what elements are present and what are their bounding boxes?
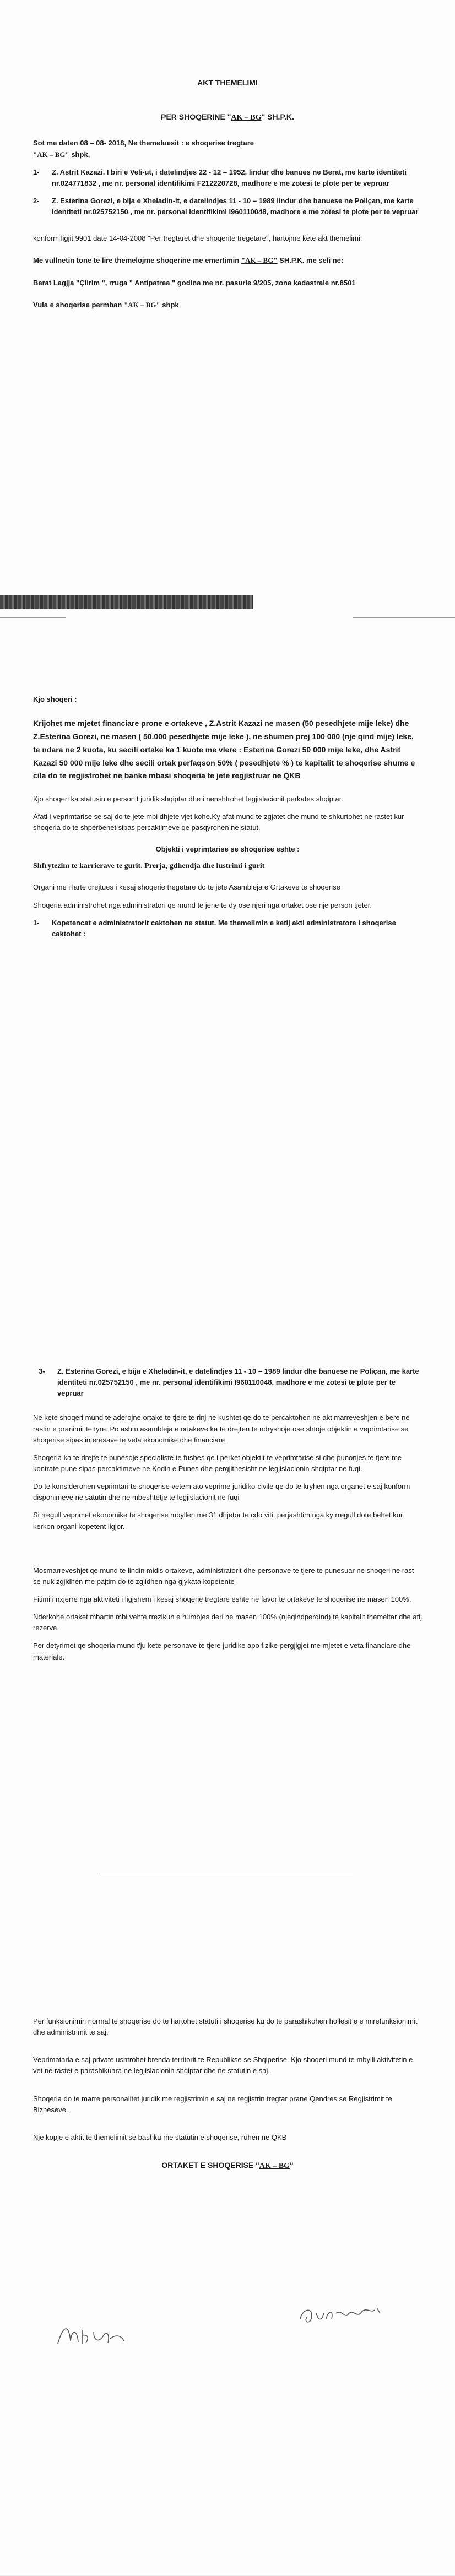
item-1 <box>33 918 422 940</box>
seal-suffix: shpk <box>160 300 179 309</box>
capital-paragraph: Krijohet me mjetet financiare prone e ortakeve , Z.Astrit Kazazi ne masen (50 pesedhjete mije leke) dhe Z.Esterina Gorezi, ne masen ( 50.000 pesedhjete mije leke ), ne shumen prej 100 000 (nje qind mije) leke, te ndara ne 2 kuota, ku secili ortake ka 1 kuote me vlere : Esterina Gorezi 50 000 mije leke, dhe Astrit Kazazi 50 000 mije leke dhe secili ortak perfaqson 50% ( pesedhjete % ) te kapitalit te shoqerise shume e cila do te regjistrohet ne banke mbasi shoqeria te jete regjistruar ne QKB <box>33 719 415 780</box>
intro-company: "AK – BG" <box>33 150 69 159</box>
founder-1-number: 1- <box>33 167 40 176</box>
document-title: AKT THEMELIMI <box>197 78 258 87</box>
item-3-text: Z. Esterina Gorezi, e bija e Xheladin-it, e datelindjes 11 - 10 – 1989 lindur dhe banuese ne Poliçan, me karte identiteti nr.025752150 , me nr. personal identifikimi I960110048, madhore e me zotesi te plote per te vepruar <box>57 1367 419 1398</box>
will-paragraph <box>33 255 422 266</box>
page-1-content <box>33 77 422 317</box>
objects-title: Objekti i veprimtarise se shoqerise eshte : <box>155 844 300 853</box>
objects-text: Shfrytezim te karrierave te gurit. Prerja, gdhendja dhe lustrimi i gurit <box>33 861 265 870</box>
item-3-number: 3- <box>39 1367 45 1375</box>
item-1-number: 1- <box>33 918 40 927</box>
law-paragraph: konform ligjit 9901 date 14-04-2008 "Per tregtaret dhe shoqerite tregetare", hartojme kete akt themelimi: <box>33 234 362 243</box>
seal-company: "AK – BG" <box>123 300 160 309</box>
admin-paragraph: Shoqeria administrohet nga administratori qe mund te jene te dy ose njeri nga ortaket ose nje person tjeter. <box>33 901 372 909</box>
document-subtitle <box>33 111 422 124</box>
paragraph-2: Shoqeria ka te drejte te punesoje specialiste te fushes qe i perket objektit te veprimtarise si dhe punonjes te tjere me kontrate pune sipas percaktimeve ne Kodin e Punes dhe pergjithesisht ne legjislacionin shqiptar ne fuqi. <box>33 1453 402 1473</box>
document-page-1 <box>0 0 455 645</box>
item-1-text: Kopetencat e administratorit caktohen ne statut. Me themelimin e ketij akti administratore i shoqerise caktohet : <box>52 918 396 938</box>
paragraph-3: Shoqeria do te marre personalitet juridik me regjistrimin e saj ne regjistrin tregtar prane Qendres se Regjistrimit te Bizneseve. <box>33 2094 392 2114</box>
paragraph-1: Per funksionimin normal te shoqerise do te hartohet statuti i shoqerise ku do te parashikohen hollesit e e mirefunksionimit dhe administrimit te saj. <box>33 2017 418 2037</box>
address-paragraph: Berat Lagjja "Çlirim ", rruga " Antipatrea " godina me nr. pasurie 9/205, zona kadastrale nr.8501 <box>33 278 356 287</box>
document-page-3 <box>0 1289 455 1934</box>
subtitle-suffix: " SH.P.K. <box>261 112 294 121</box>
will-text: Me vullnetin tone te lire themelojme shoqerine me emertimin <box>33 256 241 265</box>
term-paragraph: Afati i veprimtarise se saj do te jete mbi dhjete vjet kohe.Ky afat mund te zgjatet dhe mund te shkurtohet ne rastet kur shoqeria do te shperbehet sipas percaktimeve qe pasqyrohen ne statut. <box>33 812 404 832</box>
page-2-content <box>33 694 422 946</box>
signature-1-graphic <box>55 2319 127 2352</box>
scan-artifact <box>0 595 253 609</box>
scan-artifact <box>0 617 66 618</box>
founder-1-text: Z. Astrit Kazazi, I biri e Veli-ut, i datelindjes 22 - 12 – 1952, lindur dhe banues ne Berat, me karte identiteti nr.024771832 , me nr. personal identifikimi F212220728, madhore e me zotesi te plote per te vepruar <box>52 167 407 187</box>
intro-text: Sot me daten 08 – 08- 2018, Ne themeluesit : e shoqerise tregtare <box>33 139 254 148</box>
sign-prefix: ORTAKET E SHOQERISE " <box>161 2160 259 2170</box>
founder-2-number: 2- <box>33 196 40 205</box>
seal-paragraph <box>33 300 422 311</box>
will-company: "AK – BG" <box>241 256 278 265</box>
item-3 <box>33 1366 422 1399</box>
signatories-heading <box>33 2160 422 2172</box>
scan-artifact <box>353 617 455 618</box>
paragraph-3: Do te konsiderohen veprimtari te shoqerise vetem ato veprime juridiko-civile qe do te kryhen nga organet e saj konform disponimeve ne satutin dhe ne mbeshtetje te legjislacionit ne fuqi <box>33 1482 410 1502</box>
section-heading: Kjo shoqeri : <box>33 695 77 703</box>
signature-2-graphic <box>297 2297 386 2330</box>
will-suffix: SH.P.K. me seli ne: <box>277 256 344 265</box>
document-page-4 <box>0 1933 455 2576</box>
signature-astrit-kazazi <box>55 2319 127 2352</box>
paragraph-5: Mosmarreveshjet qe mund te lindin midis ortakeve, administratorit dhe personave te tjere te punesuar ne shoqeri ne rast se nuk zgjidhen me pajtim do te zgjidhen nga gjykata kopetente <box>33 1566 414 1586</box>
founder-1 <box>33 167 422 189</box>
page-3-content <box>33 1366 422 1669</box>
paragraph-4: Si rregull veprimet ekonomike te shoqerise mbyllen me 31 dhjetor te cdo viti, perjashtim nga ky rregull dote behet kur kerkon organi kopetent ligjor. <box>33 1511 403 1531</box>
organs-paragraph: Organi me i larte drejtues i kesaj shoqerie tregetare do te jete Asambleja e Ortakeve te shoqerise <box>33 883 340 892</box>
sign-company: AK – BG <box>259 2161 290 2170</box>
signature-esterina-gorezi <box>297 2297 386 2330</box>
company-name: AK – BG <box>231 113 262 122</box>
seal-text: Vula e shoqerise permban <box>33 300 124 309</box>
document-page-2 <box>0 644 455 1289</box>
page-4-content <box>33 2016 422 2172</box>
paragraph-1: Ne kete shoqeri mund te aderojne ortake te tjere te rinj ne kushtet qe do te percaktohen ne akt marreveshjen e bere ne rastin e pranimit te tyre. Po ashtu asambleja e ortakeve ka te drejten te ndryshoje ose shtoje objektin e veprimtarise se shoqerise sipas interesave te veta ekonomike dhe financiare. <box>33 1413 410 1444</box>
intro-paragraph <box>33 138 422 160</box>
founder-2-text: Z. Esterina Gorezi, e bija e Xheladin-it, e datelindjes 11 - 10 – 1989 lindur dhe banuese ne Poliçan, me karte identiteti nr.025752150 , me nr. personal identifikimi I960110048, madhore e me zotesi te plote per te vepruar <box>52 196 419 216</box>
paragraph-2: Veprimataria e saj private ushtrohet brenda territorit te Republikse se Shqiperise. Kjo shoqeri mund te mbylli aktivitetin e vet ne rastet e parashikuara ne legjislacionin shqiptar dhe ne statutin e saj. <box>33 2056 413 2075</box>
statute-paragraph: Kjo shoqeri ka statusin e personit juridik shqiptar dhe i nenshtrohet legjislacionit perkates shqiptar. <box>33 795 343 804</box>
paragraph-8: Per detyrimet qe shoqeria mund t'ju kete personave te tjere juridike apo fizike pergjigjet me mjetet e veta financiare dhe materiale. <box>33 1641 411 1661</box>
founder-2 <box>33 196 422 218</box>
paragraph-7: Nderkohe ortaket mbartin mbi vehte rrezikun e humbjes deri ne masen 100% (njeqindperqind) te kapitalit themeltar dhe atij rezerve. <box>33 1613 422 1633</box>
paragraph-4: Nje kopje e aktit te themelimit se bashku me statutin e shoqerise, ruhen ne QKB <box>33 2133 287 2141</box>
sign-suffix: " <box>290 2160 294 2170</box>
paragraph-6: Fitimi i nxjerre nga aktiviteti i ligjshem i kesaj shoqerie tregtare eshte ne favor te ortakeve te shoqerise ne masen 100%. <box>33 1595 411 1603</box>
subtitle-prefix: PER SHOQERINE " <box>161 112 231 121</box>
intro-suffix: shpk, <box>69 150 90 159</box>
